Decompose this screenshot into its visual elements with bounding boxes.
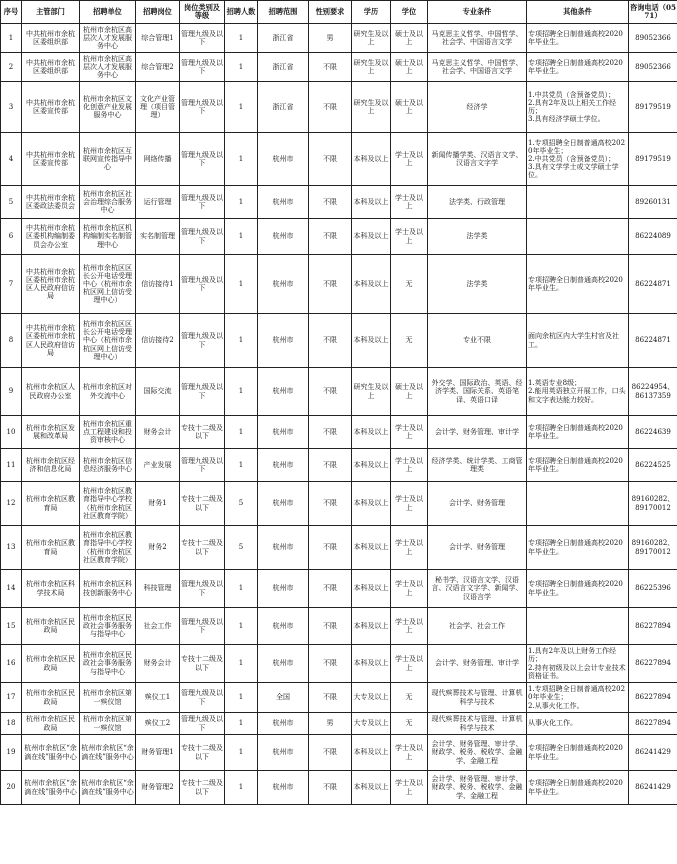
cell-level: 管理九级及以下 <box>180 186 225 219</box>
cell-dept: 中共杭州市余杭区委机构编制委员会办公室 <box>22 219 80 255</box>
cell-post: 信访接待2 <box>136 314 180 368</box>
cell-level: 管理九级及以下 <box>180 53 225 82</box>
cell-scope: 杭州市 <box>258 608 309 645</box>
cell-edu: 本科及以上 <box>352 771 391 805</box>
header-degree: 学位 <box>391 1 428 24</box>
table-row <box>1 771 677 805</box>
cell-num: 1 <box>225 449 258 482</box>
cell-level: 专技十二级及以下 <box>180 771 225 805</box>
cell-major: 外交学、国际政治、英语、经济学类、国际关系、英语笔译、英语口译 <box>428 368 527 416</box>
cell-degree: 学士及以上 <box>391 482 428 526</box>
cell-num: 1 <box>225 608 258 645</box>
cell-gender: 不限 <box>309 82 352 133</box>
cell-phone: 89260131 <box>629 186 677 219</box>
header-scope: 招聘范围 <box>258 1 309 24</box>
cell-dept: 杭州市余杭区民政局 <box>22 713 80 735</box>
cell-scope: 杭州市 <box>258 771 309 805</box>
cell-degree: 学士及以上 <box>391 133 428 186</box>
header-edu: 学历 <box>352 1 391 24</box>
cell-major: 会计学、财务管理 <box>428 482 527 526</box>
cell-unit: 杭州市余杭区第一殡仪馆 <box>80 713 136 735</box>
cell-gender: 不限 <box>309 771 352 805</box>
cell-phone: 89179519 <box>629 82 677 133</box>
header-unit: 招聘单位 <box>80 1 136 24</box>
header-other: 其他条件 <box>527 1 629 24</box>
table-row <box>1 526 677 570</box>
cell-phone: 89052366 <box>629 53 677 82</box>
cell-dept: 中共杭州市余杭区委组织部 <box>22 24 80 53</box>
cell-post: 社会工作 <box>136 608 180 645</box>
cell-scope: 浙江省 <box>258 53 309 82</box>
cell-num: 5 <box>225 482 258 526</box>
cell-edu: 研究生及以上 <box>352 24 391 53</box>
cell-level: 管理九级及以下 <box>180 314 225 368</box>
cell-gender: 不限 <box>309 368 352 416</box>
cell-gender: 不限 <box>309 449 352 482</box>
cell-unit: 杭州市余杭区民政社会事务服务与指导中心 <box>80 645 136 683</box>
header-gender: 性别要求 <box>309 1 352 24</box>
table-row <box>1 255 677 314</box>
cell-num: 1 <box>225 713 258 735</box>
table-row <box>1 570 677 608</box>
cell-scope: 杭州市 <box>258 713 309 735</box>
cell-post: 财务管理2 <box>136 771 180 805</box>
cell-unit: 杭州市余杭区互联网宣传指导中心 <box>80 133 136 186</box>
cell-degree: 硕士及以上 <box>391 82 428 133</box>
cell-num: 1 <box>225 771 258 805</box>
cell-no: 3 <box>1 82 22 133</box>
cell-scope: 杭州市 <box>258 482 309 526</box>
cell-no: 1 <box>1 24 22 53</box>
cell-phone: 86225396 <box>629 570 677 608</box>
header-level: 岗位类别及等级 <box>180 1 225 24</box>
cell-edu: 本科及以上 <box>352 570 391 608</box>
cell-gender: 男 <box>309 24 352 53</box>
cell-post: 财务管理1 <box>136 735 180 771</box>
cell-post: 网络传播 <box>136 133 180 186</box>
cell-degree: 无 <box>391 713 428 735</box>
cell-major: 经济学 <box>428 82 527 133</box>
cell-major: 现代殡葬技术与管理、计算机科学与技术 <box>428 713 527 735</box>
cell-dept: 杭州市余杭区民政局 <box>22 645 80 683</box>
cell-level: 管理九级及以下 <box>180 24 225 53</box>
cell-degree: 学士及以上 <box>391 735 428 771</box>
cell-level: 管理九级及以下 <box>180 82 225 133</box>
cell-degree: 无 <box>391 314 428 368</box>
cell-level: 管理九级及以下 <box>180 368 225 416</box>
cell-dept: 中共杭州市余杭区委杭州市余杭区人民政府信访局 <box>22 255 80 314</box>
cell-post: 产业发展 <box>136 449 180 482</box>
cell-no: 16 <box>1 645 22 683</box>
cell-post: 综合管理2 <box>136 53 180 82</box>
cell-level: 管理九级及以下 <box>180 255 225 314</box>
cell-edu: 研究生及以上 <box>352 82 391 133</box>
cell-major: 秘书学、汉语言文学、汉语言、汉语言文字学、新闻学、汉语言学 <box>428 570 527 608</box>
cell-num: 1 <box>225 82 258 133</box>
cell-degree: 学士及以上 <box>391 570 428 608</box>
cell-edu: 研究生及以上 <box>352 368 391 416</box>
cell-dept: 中共杭州市余杭区委宣传部 <box>22 133 80 186</box>
cell-degree: 学士及以上 <box>391 416 428 449</box>
cell-major: 经济学类、统计学类、工商管理类 <box>428 449 527 482</box>
cell-scope: 杭州市 <box>258 255 309 314</box>
cell-no: 15 <box>1 608 22 645</box>
cell-unit: 杭州市余杭区社会治理综合服务中心 <box>80 186 136 219</box>
cell-post: 信访接待1 <box>136 255 180 314</box>
cell-major: 社会学、社会工作 <box>428 608 527 645</box>
header-phone: 咨询电话（0571） <box>629 1 677 24</box>
cell-degree: 硕士及以上 <box>391 368 428 416</box>
header-major: 专业条件 <box>428 1 527 24</box>
cell-level: 管理九级及以下 <box>180 219 225 255</box>
cell-major: 会计学、财务管理、审计学、财政学、税务、税收学、金融学、金融工程 <box>428 771 527 805</box>
table-row <box>1 713 677 735</box>
cell-num: 1 <box>225 645 258 683</box>
cell-unit: 杭州市余杭区高层次人才发展服务中心 <box>80 24 136 53</box>
cell-degree: 硕士及以上 <box>391 24 428 53</box>
cell-edu: 本科及以上 <box>352 645 391 683</box>
cell-level: 管理九级及以下 <box>180 133 225 186</box>
cell-dept: 杭州市余杭区经济和信息化局 <box>22 449 80 482</box>
cell-dept: 杭州市余杭区教育局 <box>22 482 80 526</box>
cell-edu: 本科及以上 <box>352 526 391 570</box>
cell-num: 5 <box>225 526 258 570</box>
cell-edu: 本科及以上 <box>352 219 391 255</box>
cell-post: 财务会计 <box>136 645 180 683</box>
cell-phone: 86241429 <box>629 771 677 805</box>
cell-unit: 杭州市余杭区教育指导中心学校（杭州市余杭区社区教育学院） <box>80 526 136 570</box>
cell-phone: 89160282、89170012 <box>629 482 677 526</box>
table-body <box>1 24 677 805</box>
cell-major: 会计学、财务管理 <box>428 526 527 570</box>
cell-other: 1.具有2年及以上财务工作经历； 2.持有初级及以上会计专业技术资格证书。 <box>527 645 629 683</box>
cell-edu: 大专及以上 <box>352 683 391 713</box>
cell-degree: 学士及以上 <box>391 526 428 570</box>
cell-no: 18 <box>1 713 22 735</box>
cell-major: 专业不限 <box>428 314 527 368</box>
cell-num: 1 <box>225 186 258 219</box>
cell-degree: 学士及以上 <box>391 771 428 805</box>
cell-other <box>527 482 629 526</box>
table-row <box>1 482 677 526</box>
cell-other: 专项招聘全日制普通高校2020年毕业生。 <box>527 771 629 805</box>
cell-unit: 杭州市余杭区区长公开电话受理中心（杭州市余杭区网上信访受理中心） <box>80 314 136 368</box>
cell-no: 20 <box>1 771 22 805</box>
cell-scope: 杭州市 <box>258 186 309 219</box>
cell-unit: 杭州市余杭区区长公开电话受理中心（杭州市余杭区网上信访受理中心） <box>80 255 136 314</box>
cell-post: 运行管理 <box>136 186 180 219</box>
cell-gender: 不限 <box>309 526 352 570</box>
table-row <box>1 368 677 416</box>
cell-dept: 杭州市余杭区人民政府办公室 <box>22 368 80 416</box>
cell-other: 1.中共党员（含预备党员）； 2.具有2年及以上相关工作经历； 3.具有经济学硕士学位。 <box>527 82 629 133</box>
header-num: 招聘人数 <box>225 1 258 24</box>
cell-scope: 杭州市 <box>258 416 309 449</box>
cell-dept: 中共杭州市余杭区委杭州市余杭区人民政府信访局 <box>22 314 80 368</box>
cell-unit: 杭州市余杭区第一殡仪馆 <box>80 683 136 713</box>
cell-scope: 杭州市 <box>258 526 309 570</box>
cell-scope: 杭州市 <box>258 645 309 683</box>
cell-num: 1 <box>225 314 258 368</box>
cell-other: 从事火化工作。 <box>527 713 629 735</box>
cell-no: 4 <box>1 133 22 186</box>
cell-major: 会计学、财务管理、审计学 <box>428 645 527 683</box>
cell-phone: 86227894 <box>629 645 677 683</box>
cell-scope: 杭州市 <box>258 314 309 368</box>
cell-major: 法学类、行政管理 <box>428 186 527 219</box>
cell-gender: 不限 <box>309 608 352 645</box>
table-row <box>1 186 677 219</box>
cell-level: 专技十二级及以下 <box>180 482 225 526</box>
cell-gender: 不限 <box>309 735 352 771</box>
cell-dept: 杭州市余杭区“余滴在线”服务中心 <box>22 735 80 771</box>
cell-degree: 学士及以上 <box>391 219 428 255</box>
cell-level: 专技十二级及以下 <box>180 416 225 449</box>
table-row <box>1 82 677 133</box>
cell-phone: 86224954、86137359 <box>629 368 677 416</box>
header-no: 序号 <box>1 1 22 24</box>
cell-dept: 中共杭州市余杭区委政法委员会 <box>22 186 80 219</box>
cell-edu: 本科及以上 <box>352 133 391 186</box>
cell-edu: 本科及以上 <box>352 416 391 449</box>
cell-major: 法学类 <box>428 219 527 255</box>
cell-gender: 不限 <box>309 186 352 219</box>
table-row <box>1 645 677 683</box>
cell-other: 专项招聘全日制普通高校2020年毕业生。 <box>527 255 629 314</box>
cell-num: 1 <box>225 219 258 255</box>
cell-edu: 本科及以上 <box>352 735 391 771</box>
cell-num: 1 <box>225 735 258 771</box>
cell-phone: 86224525 <box>629 449 677 482</box>
cell-unit: 杭州市余杭区重点工程建设和投资审核中心 <box>80 416 136 449</box>
cell-major: 法学类 <box>428 255 527 314</box>
cell-post: 殡仪工1 <box>136 683 180 713</box>
cell-no: 5 <box>1 186 22 219</box>
cell-unit: 杭州市余杭区“余滴在线”服务中心 <box>80 735 136 771</box>
cell-num: 1 <box>225 255 258 314</box>
cell-unit: 杭州市余杭区高层次人才发展服务中心 <box>80 53 136 82</box>
table-row <box>1 53 677 82</box>
cell-degree: 硕士及以上 <box>391 53 428 82</box>
cell-dept: 中共杭州市余杭区委宣传部 <box>22 82 80 133</box>
cell-unit: 杭州市余杭区文化创意产业发展服务中心 <box>80 82 136 133</box>
cell-other: 专项招聘全日制普通高校2020年毕业生。 <box>527 416 629 449</box>
cell-other: 专项招聘全日制普通高校2020年毕业生。 <box>527 735 629 771</box>
table-row <box>1 219 677 255</box>
cell-edu: 本科及以上 <box>352 186 391 219</box>
cell-scope: 杭州市 <box>258 219 309 255</box>
cell-no: 7 <box>1 255 22 314</box>
table-row <box>1 314 677 368</box>
cell-num: 1 <box>225 570 258 608</box>
cell-dept: 杭州市余杭区发展和改革局 <box>22 416 80 449</box>
cell-scope: 杭州市 <box>258 449 309 482</box>
cell-dept: 杭州市余杭区教育局 <box>22 526 80 570</box>
cell-post: 科技管理 <box>136 570 180 608</box>
table-row <box>1 449 677 482</box>
cell-phone: 86224871 <box>629 255 677 314</box>
cell-other <box>527 608 629 645</box>
cell-edu: 本科及以上 <box>352 255 391 314</box>
cell-unit: 杭州市余杭区“余滴在线”服务中心 <box>80 771 136 805</box>
cell-num: 1 <box>225 24 258 53</box>
cell-scope: 全国 <box>258 683 309 713</box>
cell-phone: 86227894 <box>629 713 677 735</box>
header-row <box>1 1 677 24</box>
cell-other <box>527 219 629 255</box>
cell-gender: 男 <box>309 713 352 735</box>
cell-no: 12 <box>1 482 22 526</box>
cell-no: 14 <box>1 570 22 608</box>
cell-gender: 不限 <box>309 416 352 449</box>
cell-post: 综合管理1 <box>136 24 180 53</box>
cell-gender: 不限 <box>309 645 352 683</box>
cell-phone: 89160282、89170012 <box>629 526 677 570</box>
cell-degree: 无 <box>391 255 428 314</box>
cell-num: 1 <box>225 53 258 82</box>
cell-level: 专技十二级及以下 <box>180 735 225 771</box>
cell-phone: 86224639 <box>629 416 677 449</box>
cell-phone: 86224871 <box>629 314 677 368</box>
cell-unit: 杭州市余杭区对外交流中心 <box>80 368 136 416</box>
cell-unit: 杭州市余杭区科技创新服务中心 <box>80 570 136 608</box>
cell-phone: 86224089 <box>629 219 677 255</box>
cell-other: 专项招聘全日制普通高校2020年毕业生。 <box>527 24 629 53</box>
cell-degree: 无 <box>391 683 428 713</box>
cell-level: 管理九级及以下 <box>180 683 225 713</box>
cell-major: 新闻传播学类、汉语言文学、汉语言文字学 <box>428 133 527 186</box>
cell-scope: 杭州市 <box>258 735 309 771</box>
table-row <box>1 608 677 645</box>
cell-phone: 89052366 <box>629 24 677 53</box>
cell-other: 1.专项招聘全日制普通高校2020年毕业生； 2.中共党员（含预备党员）； 3.具有文学学士或文学硕士学位。 <box>527 133 629 186</box>
cell-post: 财务2 <box>136 526 180 570</box>
cell-gender: 不限 <box>309 219 352 255</box>
cell-dept: 杭州市余杭区科学技术局 <box>22 570 80 608</box>
cell-major: 现代殡葬技术与管理、计算机科学与技术 <box>428 683 527 713</box>
table-row <box>1 133 677 186</box>
cell-post: 实名制管理 <box>136 219 180 255</box>
cell-major: 马克思主义哲学、中国哲学、社会学、中国语言文学 <box>428 24 527 53</box>
cell-level: 专技十二级及以下 <box>180 645 225 683</box>
cell-post: 殡仪工2 <box>136 713 180 735</box>
cell-no: 2 <box>1 53 22 82</box>
cell-major: 马克思主义哲学、中国哲学、社会学、中国语言文学 <box>428 53 527 82</box>
cell-major: 会计学、财务管理、审计学 <box>428 416 527 449</box>
cell-no: 19 <box>1 735 22 771</box>
cell-dept: 杭州市余杭区民政局 <box>22 608 80 645</box>
cell-scope: 杭州市 <box>258 368 309 416</box>
cell-unit: 杭州市余杭区机构编制实名制管理中心 <box>80 219 136 255</box>
cell-degree: 学士及以上 <box>391 608 428 645</box>
cell-other: 1.专项招聘全日制普通高校2020年毕业生； 2.从事火化工作。 <box>527 683 629 713</box>
cell-no: 6 <box>1 219 22 255</box>
cell-other: 专项招聘全日制普通高校2020年毕业生。 <box>527 53 629 82</box>
cell-degree: 学士及以上 <box>391 449 428 482</box>
cell-level: 管理九级及以下 <box>180 713 225 735</box>
cell-edu: 大专及以上 <box>352 713 391 735</box>
cell-scope: 杭州市 <box>258 133 309 186</box>
cell-phone: 86227894 <box>629 683 677 713</box>
table-row <box>1 683 677 713</box>
cell-post: 国际交流 <box>136 368 180 416</box>
cell-other: 专项招聘全日制普通高校2020年毕业生。 <box>527 449 629 482</box>
cell-edu: 研究生及以上 <box>352 53 391 82</box>
cell-no: 8 <box>1 314 22 368</box>
cell-unit: 杭州市余杭区教育指导中心学校（杭州市余杭区社区教育学院） <box>80 482 136 526</box>
cell-other: 1.英语专业8级； 2.能用英语独立开展工作，口头和文字表达能力较好。 <box>527 368 629 416</box>
cell-num: 1 <box>225 416 258 449</box>
cell-edu: 本科及以上 <box>352 608 391 645</box>
cell-other: 专项招聘全日制普通高校2020年毕业生。 <box>527 570 629 608</box>
cell-degree: 学士及以上 <box>391 645 428 683</box>
cell-no: 9 <box>1 368 22 416</box>
cell-gender: 不限 <box>309 570 352 608</box>
cell-level: 管理九级及以下 <box>180 608 225 645</box>
cell-gender: 不限 <box>309 133 352 186</box>
cell-scope: 杭州市 <box>258 570 309 608</box>
cell-phone: 89179519 <box>629 133 677 186</box>
cell-other <box>527 186 629 219</box>
cell-num: 1 <box>225 368 258 416</box>
table-row <box>1 24 677 53</box>
cell-gender: 不限 <box>309 482 352 526</box>
cell-post: 财务1 <box>136 482 180 526</box>
cell-level: 管理九级及以下 <box>180 449 225 482</box>
cell-num: 1 <box>225 683 258 713</box>
cell-other: 面向余杭区内大学生村官及社工。 <box>527 314 629 368</box>
cell-no: 13 <box>1 526 22 570</box>
cell-no: 17 <box>1 683 22 713</box>
cell-level: 管理九级及以下 <box>180 570 225 608</box>
cell-edu: 本科及以上 <box>352 449 391 482</box>
cell-no: 11 <box>1 449 22 482</box>
cell-major: 会计学、财务管理、审计学、财政学、税务、税收学、金融学、金融工程 <box>428 735 527 771</box>
table-row <box>1 735 677 771</box>
cell-scope: 浙江省 <box>258 24 309 53</box>
cell-level: 专技十二级及以下 <box>180 526 225 570</box>
cell-gender: 不限 <box>309 255 352 314</box>
header-post: 招聘岗位 <box>136 1 180 24</box>
cell-scope: 浙江省 <box>258 82 309 133</box>
cell-degree: 学士及以上 <box>391 186 428 219</box>
header-dept: 主管部门 <box>22 1 80 24</box>
cell-gender: 不限 <box>309 683 352 713</box>
cell-edu: 本科及以上 <box>352 482 391 526</box>
cell-post: 财务会计 <box>136 416 180 449</box>
cell-dept: 中共杭州市余杭区委组织部 <box>22 53 80 82</box>
cell-num: 1 <box>225 133 258 186</box>
table-row <box>1 416 677 449</box>
cell-other: 专项招聘全日制普通高校2020年毕业生。 <box>527 526 629 570</box>
cell-edu: 本科及以上 <box>352 314 391 368</box>
cell-gender: 不限 <box>309 53 352 82</box>
cell-post: 文化产业管理（项目管理） <box>136 82 180 133</box>
cell-dept: 杭州市余杭区民政局 <box>22 683 80 713</box>
cell-phone: 86227894 <box>629 608 677 645</box>
cell-phone: 86241429 <box>629 735 677 771</box>
cell-dept: 杭州市余杭区“余滴在线”服务中心 <box>22 771 80 805</box>
cell-unit: 杭州市余杭区信息经济服务中心 <box>80 449 136 482</box>
cell-unit: 杭州市余杭区民政社会事务服务与指导中心 <box>80 608 136 645</box>
cell-gender: 不限 <box>309 314 352 368</box>
cell-no: 10 <box>1 416 22 449</box>
